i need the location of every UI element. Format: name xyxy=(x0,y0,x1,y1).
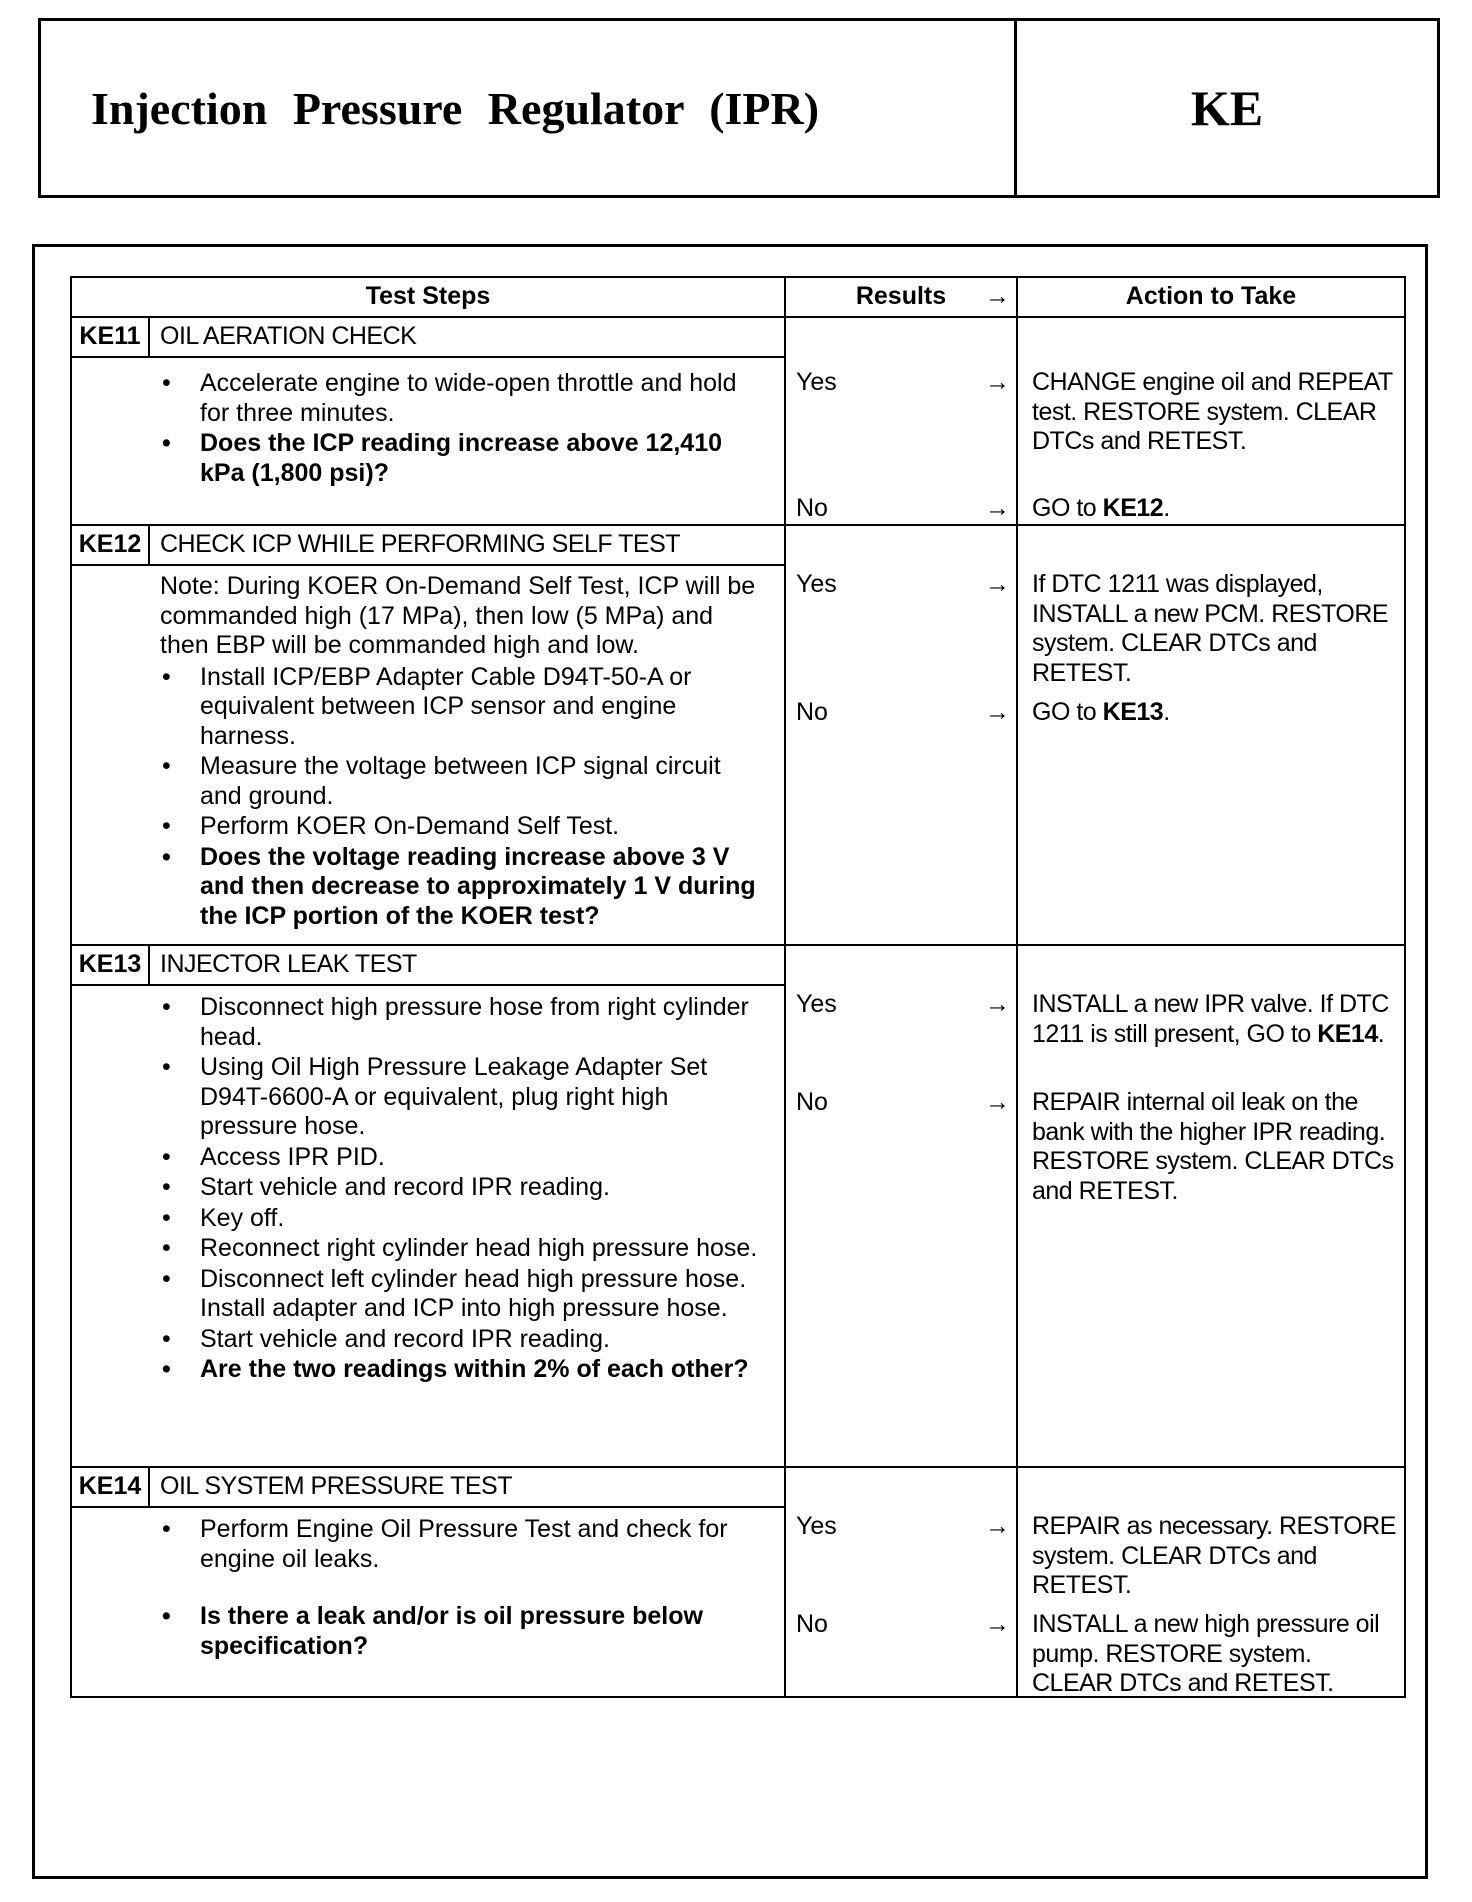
action-no: INSTALL a new high pressure oil pump. RESTORE system. CLEAR DTCs and RETEST. xyxy=(1032,1610,1380,1697)
step-ke11 xyxy=(71,317,1405,525)
arrow-icon: → xyxy=(985,990,1010,1018)
list-item: • Disconnect high pressure hose from right cylinder head. xyxy=(162,993,764,1052)
list-item: • Does the voltage reading increase above 3 V and then decrease to approximately 1 V during the ICP portion of the KOER test? xyxy=(162,843,764,932)
result-yes: Yes → xyxy=(796,570,1010,598)
result-yes: Yes → xyxy=(796,368,1010,396)
step-id: KE11 xyxy=(72,318,150,356)
result-no: No → xyxy=(796,1610,1010,1638)
result-no: No → xyxy=(796,698,1010,726)
arrow-icon: → xyxy=(985,368,1010,396)
step-id: KE14 xyxy=(72,1468,150,1506)
arrow-icon: → xyxy=(985,1512,1010,1540)
step-id: KE13 xyxy=(72,946,150,984)
results-cell xyxy=(785,525,1017,945)
step-ke13 xyxy=(71,945,1405,1467)
results-cell xyxy=(785,1467,1017,1697)
list-item: • Does the ICP reading increase above 12,410 kPa (1,800 psi)? xyxy=(162,429,764,488)
arrow-icon: → xyxy=(985,282,1010,310)
step-body xyxy=(72,358,784,501)
list-item: • Perform KOER On-Demand Self Test. xyxy=(162,812,764,842)
step-note: Note: During KOER On-Demand Self Test, ICP will be commanded high (17 MPa), then low (5 MPa) and then EBP will be commanded high and low. xyxy=(160,572,756,659)
step-header xyxy=(72,946,784,986)
step-name: OIL SYSTEM PRESSURE TEST xyxy=(160,1472,512,1501)
arrow-icon: → xyxy=(985,1088,1010,1116)
action-cell xyxy=(1017,317,1405,525)
list-item: • Are the two readings within 2% of each other? xyxy=(162,1355,764,1385)
list-item: • Start vehicle and record IPR reading. xyxy=(162,1173,764,1203)
step-ke12 xyxy=(71,525,1405,945)
action-cell xyxy=(1017,1467,1405,1697)
list-item: • Access IPR PID. xyxy=(162,1143,764,1173)
step-header xyxy=(72,1468,784,1508)
list-item: • Perform Engine Oil Pressure Test and check for engine oil leaks. xyxy=(162,1515,764,1574)
arrow-icon: → xyxy=(985,1610,1010,1638)
step-cell xyxy=(71,1467,785,1697)
list-item: • Reconnect right cylinder head high pressure hose. xyxy=(162,1234,764,1264)
action-yes: If DTC 1211 was displayed, INSTALL a new PCM. RESTORE system. CLEAR DTCs and RETEST. xyxy=(1032,570,1389,687)
table-header-row xyxy=(71,277,1405,317)
list-item: • Accelerate engine to wide-open throttle and hold for three minutes. xyxy=(162,369,764,428)
action-yes: INSTALL a new IPR valve. If DTC 1211 is still present, GO to KE14. xyxy=(1032,990,1389,1048)
col-results: Results → xyxy=(785,277,1017,317)
results-cell xyxy=(785,945,1017,1467)
step-header xyxy=(72,526,784,566)
step-name: OIL AERATION CHECK xyxy=(160,322,417,351)
action-cell xyxy=(1017,945,1405,1467)
list-item: • Using Oil High Pressure Leakage Adapter Set D94T-6600-A or equivalent, plug right high pressure hose. xyxy=(162,1053,764,1142)
step-body xyxy=(72,986,784,1398)
step-header xyxy=(72,318,784,358)
list-item: • Start vehicle and record IPR reading. xyxy=(162,1325,764,1355)
result-no: No → xyxy=(796,1088,1010,1116)
list-item: • Disconnect left cylinder head high pressure hose. Install adapter and ICP into high pressure hose. xyxy=(162,1265,764,1324)
step-body xyxy=(72,1508,784,1674)
action-cell xyxy=(1017,525,1405,945)
result-yes: Yes → xyxy=(796,990,1010,1018)
action-yes: REPAIR as necessary. RESTORE system. CLEAR DTCs and RETEST. xyxy=(1032,1512,1396,1599)
section-code: KE xyxy=(1190,80,1264,136)
step-name: CHECK ICP WHILE PERFORMING SELF TEST xyxy=(160,530,681,559)
result-no: No → xyxy=(796,494,1010,522)
page-header xyxy=(38,18,1440,198)
step-id: KE12 xyxy=(72,526,150,564)
result-yes: Yes → xyxy=(796,1512,1010,1540)
step-cell xyxy=(71,317,785,525)
list-item: • Install ICP/EBP Adapter Cable D94T-50-A or equivalent between ICP sensor and engine harness. xyxy=(162,663,764,752)
step-cell xyxy=(71,945,785,1467)
action-yes: CHANGE engine oil and REPEAT test. RESTORE system. CLEAR DTCs and RETEST. xyxy=(1032,368,1393,455)
action-no: REPAIR internal oil leak on the bank with the higher IPR reading. RESTORE system. CLEAR DTCs and RETEST. xyxy=(1032,1088,1394,1205)
step-ke14 xyxy=(71,1467,1405,1697)
list-item: • Measure the voltage between ICP signal circuit and ground. xyxy=(162,752,764,811)
page-title: Injection Pressure Regulator (IPR) xyxy=(41,21,1017,195)
col-test-steps: Test Steps xyxy=(71,277,785,317)
test-steps-table xyxy=(70,276,1406,1698)
action-no: GO to KE12. xyxy=(1032,494,1170,522)
arrow-icon: → xyxy=(985,698,1010,726)
step-name: INJECTOR LEAK TEST xyxy=(160,950,417,979)
list-item: • Is there a leak and/or is oil pressure below specification? xyxy=(162,1602,764,1661)
step-cell xyxy=(71,525,785,945)
results-cell xyxy=(785,317,1017,525)
arrow-icon: → xyxy=(985,570,1010,598)
list-item: • Key off. xyxy=(162,1204,764,1234)
col-action: Action to Take xyxy=(1017,277,1405,317)
step-body xyxy=(72,566,784,944)
arrow-icon: → xyxy=(985,494,1010,522)
action-no: GO to KE13. xyxy=(1032,698,1170,726)
